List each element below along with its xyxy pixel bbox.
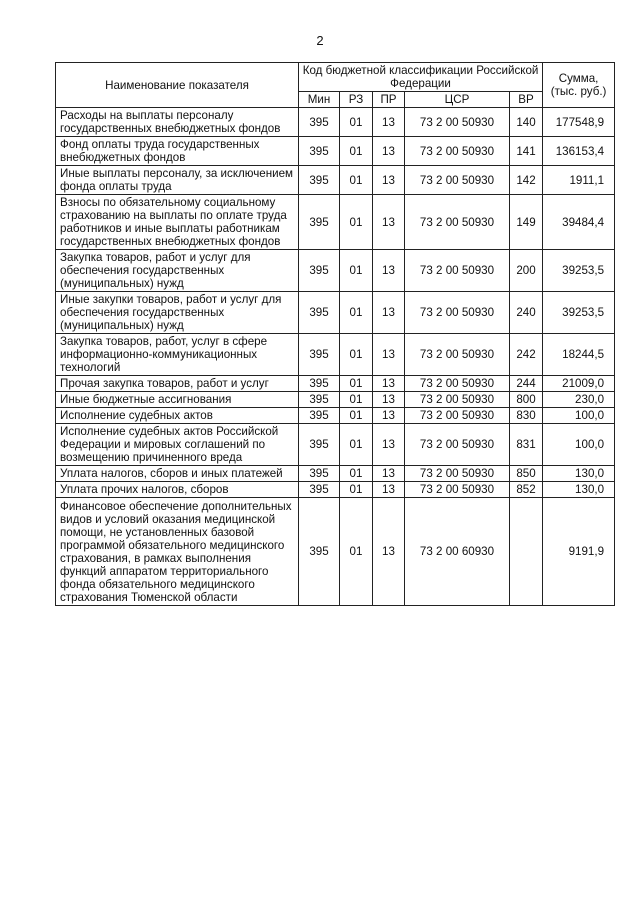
header-sum: Сумма, (тыс. руб.) [543,63,615,108]
table-row [56,166,615,195]
row-csr: 73 2 00 50930 [405,292,510,334]
row-name: Исполнение судебных актов Российской Федерации и мировых соглашений по возмещению причиненного вреда [56,424,299,466]
header-rz: РЗ [340,92,373,108]
row-name: Фонд оплаты труда государственных внебюджетных фондов [56,137,299,166]
row-name: Иные закупки товаров, работ и услуг для обеспечения государственных (муниципальных) нужд [56,292,299,334]
row-pr: 13 [373,250,405,292]
row-pr: 13 [373,392,405,408]
row-rz: 01 [340,166,373,195]
header-row [56,63,615,92]
table-row [56,408,615,424]
row-rz: 01 [340,408,373,424]
row-min: 395 [299,498,340,606]
row-pr: 13 [373,424,405,466]
row-csr: 73 2 00 50930 [405,424,510,466]
row-min: 395 [299,108,340,137]
row-name: Взносы по обязательному социальному страхованию на выплаты по оплате труда работников и иные выплаты работникам государственных внебюджетных фондов [56,195,299,250]
row-sum: 100,0 [543,424,615,466]
row-rz: 01 [340,195,373,250]
row-name: Закупка товаров, работ, услуг в сфере информационно-коммуникационных технологий [56,334,299,376]
row-rz: 01 [340,498,373,606]
row-name: Иные выплаты персоналу, за исключением фонда оплаты труда [56,166,299,195]
row-csr: 73 2 00 50930 [405,250,510,292]
row-vr: 242 [510,334,543,376]
row-sum: 177548,9 [543,108,615,137]
row-vr: 240 [510,292,543,334]
row-name: Уплата налогов, сборов и иных платежей [56,466,299,482]
row-vr: 142 [510,166,543,195]
row-rz: 01 [340,108,373,137]
header-pr: ПР [373,92,405,108]
table-row [56,424,615,466]
row-vr: 141 [510,137,543,166]
row-vr: 850 [510,466,543,482]
row-rz: 01 [340,392,373,408]
row-vr: 200 [510,250,543,292]
row-min: 395 [299,482,340,498]
row-csr: 73 2 00 50930 [405,466,510,482]
row-csr: 73 2 00 50930 [405,166,510,195]
row-pr: 13 [373,292,405,334]
row-vr: 800 [510,392,543,408]
header-min: Мин [299,92,340,108]
table-row [56,498,615,606]
row-pr: 13 [373,466,405,482]
row-name: Уплата прочих налогов, сборов [56,482,299,498]
row-min: 395 [299,466,340,482]
row-sum: 39253,5 [543,292,615,334]
row-csr: 73 2 00 50930 [405,392,510,408]
page-number: 2 [316,33,324,48]
row-sum: 18244,5 [543,334,615,376]
row-min: 395 [299,376,340,392]
row-min: 395 [299,195,340,250]
row-csr: 73 2 00 50930 [405,108,510,137]
row-sum: 39484,4 [543,195,615,250]
table-row [56,376,615,392]
row-name: Финансовое обеспечение дополнительных видов и условий оказания медицинской помощи, не установленных базовой программой обязательного медицинского страхования, в рамках выполнения функций аппаратом территориального фонда обязательного медицинского страхования Тюменской области [56,498,299,606]
row-vr: 852 [510,482,543,498]
row-min: 395 [299,424,340,466]
row-min: 395 [299,334,340,376]
row-rz: 01 [340,482,373,498]
row-rz: 01 [340,250,373,292]
table-row [56,137,615,166]
row-pr: 13 [373,334,405,376]
row-pr: 13 [373,166,405,195]
row-pr: 13 [373,195,405,250]
row-min: 395 [299,408,340,424]
row-pr: 13 [373,108,405,137]
row-vr: 140 [510,108,543,137]
row-min: 395 [299,250,340,292]
row-rz: 01 [340,137,373,166]
row-sum: 1911,1 [543,166,615,195]
row-sum: 230,0 [543,392,615,408]
row-pr: 13 [373,376,405,392]
row-csr: 73 2 00 50930 [405,334,510,376]
row-pr: 13 [373,498,405,606]
row-vr: 149 [510,195,543,250]
row-csr: 73 2 00 50930 [405,137,510,166]
header-vr: ВР [510,92,543,108]
row-min: 395 [299,166,340,195]
table-row [56,334,615,376]
row-csr: 73 2 00 50930 [405,408,510,424]
row-name: Прочая закупка товаров, работ и услуг [56,376,299,392]
row-csr: 73 2 00 50930 [405,195,510,250]
row-pr: 13 [373,137,405,166]
table-row [56,482,615,498]
row-min: 395 [299,137,340,166]
row-name: Исполнение судебных актов [56,408,299,424]
row-vr: 244 [510,376,543,392]
row-sum: 9191,9 [543,498,615,606]
table-row [56,392,615,408]
table-row [56,250,615,292]
row-name: Расходы на выплаты персоналу государственных внебюджетных фондов [56,108,299,137]
row-rz: 01 [340,466,373,482]
table-row [56,466,615,482]
row-sum: 130,0 [543,482,615,498]
row-csr: 73 2 00 60930 [405,498,510,606]
table-row [56,292,615,334]
row-rz: 01 [340,376,373,392]
header-code-group: Код бюджетной классификации Российской Федерации [299,63,543,92]
row-rz: 01 [340,424,373,466]
row-vr [510,498,543,606]
row-vr: 830 [510,408,543,424]
row-sum: 39253,5 [543,250,615,292]
table-row [56,195,615,250]
row-sum: 100,0 [543,408,615,424]
row-name: Закупка товаров, работ и услуг для обеспечения государственных (муниципальных) нужд [56,250,299,292]
row-name: Иные бюджетные ассигнования [56,392,299,408]
row-rz: 01 [340,292,373,334]
row-csr: 73 2 00 50930 [405,376,510,392]
row-sum: 130,0 [543,466,615,482]
row-rz: 01 [340,334,373,376]
row-sum: 21009,0 [543,376,615,392]
row-pr: 13 [373,408,405,424]
header-name: Наименование показателя [56,63,299,108]
row-min: 395 [299,392,340,408]
row-min: 395 [299,292,340,334]
header-csr: ЦСР [405,92,510,108]
budget-table [55,62,615,606]
row-sum: 136153,4 [543,137,615,166]
row-vr: 831 [510,424,543,466]
row-csr: 73 2 00 50930 [405,482,510,498]
row-pr: 13 [373,482,405,498]
table-row [56,108,615,137]
